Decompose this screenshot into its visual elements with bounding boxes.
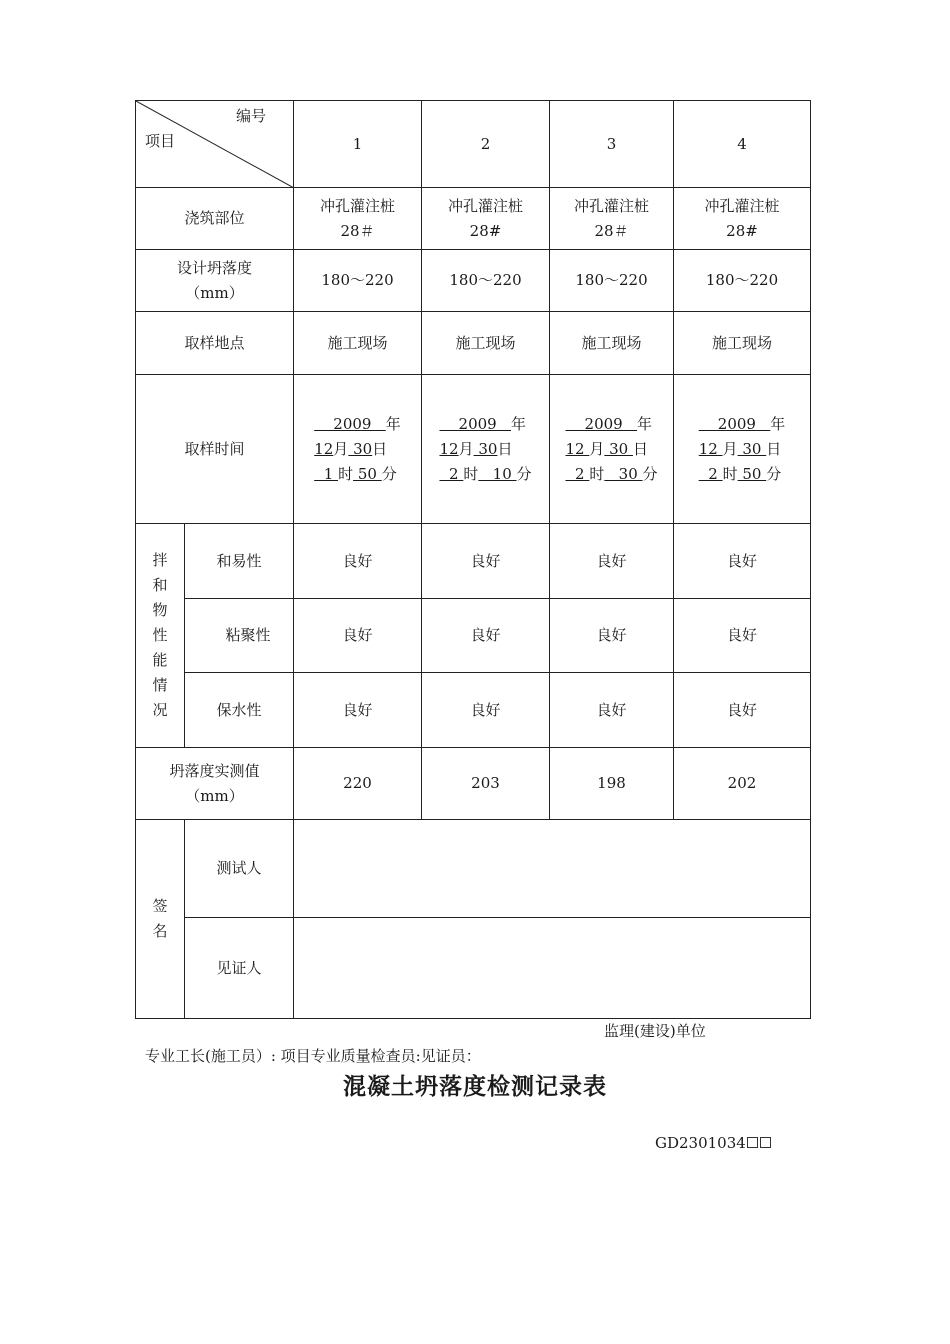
table-cell: 良好: [294, 673, 422, 748]
table-cell: 冲孔灌注桩 28＃: [550, 188, 674, 250]
row-label: 设计坍落度 （mm）: [136, 250, 294, 312]
datetime-block: [565, 412, 657, 487]
year-value: 2009: [314, 414, 386, 433]
row-label: 取样时间: [136, 375, 294, 524]
hour-unit: 时: [722, 464, 738, 483]
table-cell: 良好: [674, 524, 811, 599]
day-unit: 日: [766, 439, 782, 458]
minute-unit: 分: [516, 464, 532, 483]
datetime-block: [699, 412, 786, 487]
sampling-time-row: [136, 375, 811, 524]
item-label: 项目: [145, 132, 176, 150]
table-cell: 良好: [674, 599, 811, 673]
year-unit: 年: [385, 414, 401, 433]
hour-value: 2: [439, 464, 464, 483]
day-value: 30: [737, 439, 767, 458]
table-cell: 良好: [550, 673, 674, 748]
row-label: 坍落度实测值 （mm）: [136, 748, 294, 820]
table-cell: 良好: [422, 599, 550, 673]
table-cell: 冲孔灌注桩 28＃: [294, 188, 422, 250]
row-label: 粘聚性: [185, 599, 294, 673]
table-cell: 良好: [294, 524, 422, 599]
hour-unit: 时: [463, 464, 479, 483]
day-value: 30: [473, 439, 498, 458]
month-unit: 月: [333, 439, 349, 458]
workability-row: [136, 524, 811, 599]
table-cell: 施工现场: [674, 312, 811, 375]
column-header: 4: [674, 101, 811, 188]
table-cell: 施工现场: [422, 312, 550, 375]
table-cell: 良好: [422, 524, 550, 599]
year-value: 2009: [698, 414, 771, 433]
form-code-text: GD2301034: [655, 1134, 746, 1152]
tester-row: [136, 820, 811, 918]
day-unit: 日: [497, 439, 513, 458]
year-unit: 年: [637, 414, 653, 433]
minute-unit: 分: [766, 464, 782, 483]
hour-unit: 时: [338, 464, 354, 483]
day-value: 30: [604, 439, 633, 458]
table-cell: 180～220: [550, 250, 674, 312]
day-unit: 日: [372, 439, 388, 458]
table-cell: 180～220: [674, 250, 811, 312]
column-header: 1: [294, 101, 422, 188]
sampling-time-cell: [674, 375, 811, 524]
page-title: 混凝土坍落度检测记录表: [343, 1073, 607, 1100]
table-cell: 180～220: [422, 250, 550, 312]
mix-performance-group-label: 拌和物性能情况: [136, 524, 185, 748]
table-cell: 180～220: [294, 250, 422, 312]
table-cell: 198: [550, 748, 674, 820]
checkbox-square: [747, 1137, 758, 1148]
design-slump-row: [136, 250, 811, 312]
supervision-unit-label: 监理(建设)单位: [604, 1022, 706, 1040]
month-value: 12: [698, 439, 723, 458]
table-cell: 良好: [674, 673, 811, 748]
month-unit: 月: [458, 439, 474, 458]
row-label: 浇筑部位: [136, 188, 294, 250]
tester-label: 测试人: [185, 820, 294, 918]
minute-value: 50: [737, 464, 767, 483]
table-cell: 冲孔灌注桩 28#: [674, 188, 811, 250]
minute-unit: 分: [381, 464, 397, 483]
signatories-label: 专业工长(施工员）: 项目专业质量检查员:见证员：: [145, 1047, 481, 1065]
table-cell: 良好: [550, 524, 674, 599]
day-unit: 日: [632, 439, 648, 458]
table-cell: 施工现场: [550, 312, 674, 375]
month-value: 12: [314, 439, 334, 458]
day-value: 30: [348, 439, 373, 458]
minute-value: 10: [478, 464, 517, 483]
minute-value: 50: [353, 464, 382, 483]
number-label: 编号: [236, 107, 267, 125]
form-code: [655, 1134, 773, 1152]
month-value: 12: [565, 439, 590, 458]
hour-value: 2: [565, 464, 590, 483]
month-unit: 月: [589, 439, 605, 458]
datetime-block: [439, 412, 531, 487]
table-cell: 良好: [294, 599, 422, 673]
witness-row: [136, 918, 811, 1019]
table-cell: 良好: [422, 673, 550, 748]
minute-unit: 分: [642, 464, 658, 483]
row-label: 取样地点: [136, 312, 294, 375]
tester-signature-field[interactable]: [294, 820, 811, 918]
datetime-block: [314, 412, 401, 487]
sampling-time-cell: [550, 375, 674, 524]
header-row: [136, 101, 811, 188]
row-label: 和易性: [185, 524, 294, 599]
column-header: 3: [550, 101, 674, 188]
table-cell: 施工现场: [294, 312, 422, 375]
table-cell: 冲孔灌注桩 28#: [422, 188, 550, 250]
hour-value: 1: [314, 464, 339, 483]
column-header: 2: [422, 101, 550, 188]
hour-value: 2: [698, 464, 723, 483]
minute-value: 30: [604, 464, 643, 483]
water-retention-row: [136, 673, 811, 748]
row-label: 保水性: [185, 673, 294, 748]
table-cell: 良好: [550, 599, 674, 673]
sampling-time-cell: [422, 375, 550, 524]
hour-unit: 时: [589, 464, 605, 483]
year-value: 2009: [439, 414, 512, 433]
year-unit: 年: [511, 414, 527, 433]
sampling-time-cell: [294, 375, 422, 524]
month-unit: 月: [722, 439, 738, 458]
witness-label: 见证人: [185, 918, 294, 1019]
table-cell: 202: [674, 748, 811, 820]
cohesiveness-row: [136, 599, 811, 673]
pour-location-row: [136, 188, 811, 250]
witness-signature-field[interactable]: [294, 918, 811, 1019]
checkbox-square: [760, 1137, 771, 1148]
table-cell: 203: [422, 748, 550, 820]
year-unit: 年: [770, 414, 786, 433]
signature-group-label: 签名: [136, 820, 185, 1019]
month-value: 12: [439, 439, 459, 458]
sampling-place-row: [136, 312, 811, 375]
diagonal-header-cell: [136, 101, 294, 188]
table-cell: 220: [294, 748, 422, 820]
form-code-boxes: [747, 1134, 773, 1152]
slump-record-table: [135, 100, 811, 1019]
year-value: 2009: [565, 414, 638, 433]
measured-slump-row: [136, 748, 811, 820]
